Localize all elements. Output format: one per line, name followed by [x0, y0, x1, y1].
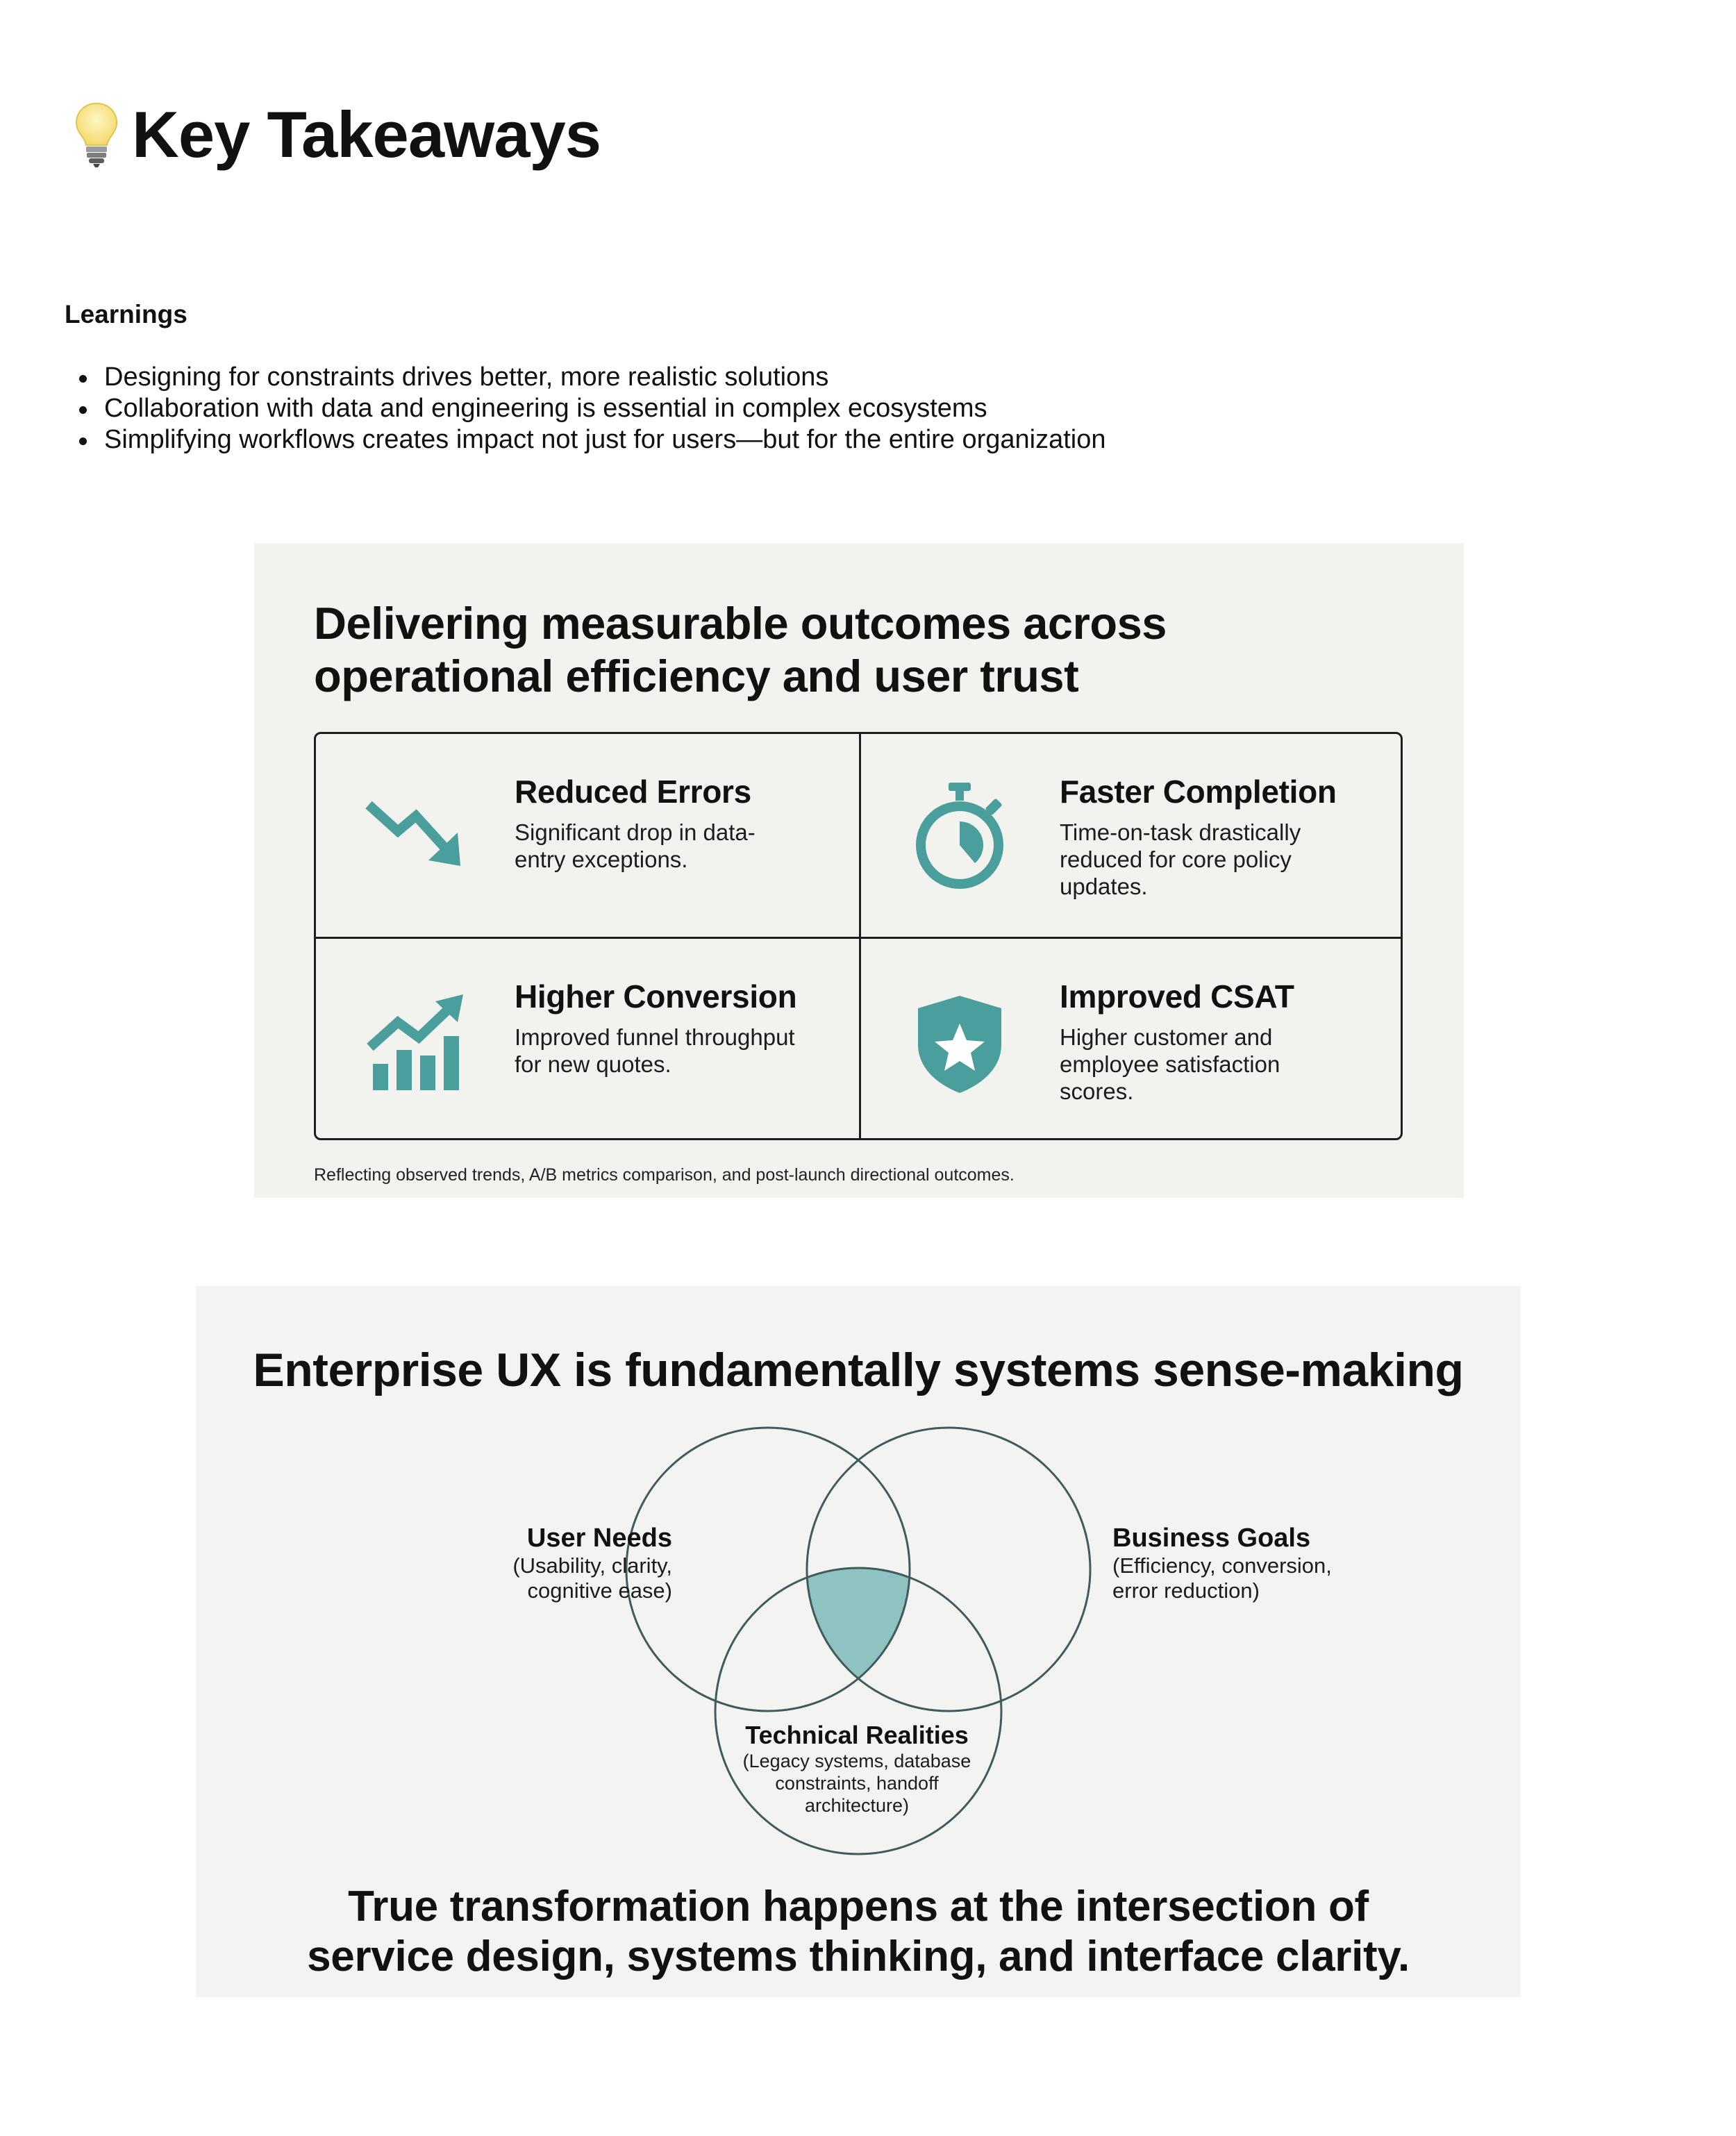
venn-label-title: User Needs: [526, 1524, 672, 1553]
list-item: Designing for constraints drives better, more realistic solutions: [75, 362, 1106, 393]
outcomes-note: Reflecting observed trends, A/B metrics comparison, and post-launch directional outcomes.: [314, 1165, 1015, 1185]
outcome-cell-higher-conversion: [316, 939, 859, 1142]
outcome-cell-faster-completion: [861, 734, 1404, 937]
stopwatch-icon: [900, 776, 1019, 895]
outcomes-title-line1: Delivering measurable outcomes across: [314, 598, 1167, 649]
venn-label-business-goals: [1112, 1524, 1404, 1603]
shield-star-icon: [900, 981, 1019, 1100]
cell-title: Faster Completion: [1060, 774, 1337, 810]
outcomes-grid: [314, 732, 1403, 1140]
venn-label-title: Business Goals: [1112, 1524, 1311, 1553]
lightbulb-icon: [72, 101, 121, 169]
outcomes-title: [314, 597, 1167, 703]
cell-title: Reduced Errors: [515, 774, 751, 810]
venn-label-title: Technical Realities: [745, 1721, 969, 1749]
cell-desc: Time-on-task drastically reduced for core policy updates.: [1060, 819, 1301, 899]
list-item: Simplifying workflows creates impact not just for users—but for the entire organization: [75, 424, 1106, 456]
venn-label-sub: (Usability, clarity,: [512, 1553, 672, 1578]
list-item: Collaboration with data and engineering is essential in complex ecosystems: [75, 393, 1106, 424]
venn-label-sub: constraints, handoff: [775, 1773, 939, 1794]
venn-title: Enterprise UX is fundamentally systems sense-making: [253, 1344, 1464, 1396]
cell-title: Improved CSAT: [1060, 978, 1294, 1015]
outcomes-title-line2: operational efficiency and user trust: [314, 651, 1079, 701]
venn-label-sub: architecture): [804, 1795, 910, 1816]
growth-chart-icon: [355, 981, 474, 1100]
learnings-list: [75, 362, 1106, 456]
page-title-text: Key Takeaways: [132, 98, 601, 171]
venn-label-sub: (Legacy systems, database: [742, 1751, 971, 1771]
venn-footer-line1: True transformation happens at the intersection of: [348, 1883, 1369, 1930]
cell-desc: Improved funnel throughput for new quotes.: [515, 1024, 795, 1077]
venn-label-user-needs: [450, 1524, 672, 1603]
outcome-cell-reduced-errors: [316, 734, 859, 937]
venn-label-sub: error reduction): [1112, 1578, 1260, 1603]
learnings-label: Learnings: [65, 300, 187, 328]
venn-label-sub: cognitive ease): [527, 1578, 672, 1603]
venn-image: [196, 1286, 1521, 1997]
trend-down-icon: [355, 776, 474, 895]
cell-desc: Significant drop in data-entry exceptions.: [515, 819, 756, 872]
outcome-cell-improved-csat: [861, 939, 1404, 1142]
venn-label-technical-realities: [732, 1721, 982, 1817]
venn-footer: [196, 1882, 1521, 1982]
cell-desc: Higher customer and employee satisfaction scores.: [1060, 1024, 1280, 1104]
outcomes-image: [254, 543, 1464, 1198]
cell-title: Higher Conversion: [515, 978, 797, 1015]
venn-label-sub: (Efficiency, conversion,: [1112, 1553, 1332, 1578]
venn-footer-line2: service design, systems thinking, and interface clarity.: [307, 1933, 1410, 1980]
page-title: [72, 97, 601, 172]
